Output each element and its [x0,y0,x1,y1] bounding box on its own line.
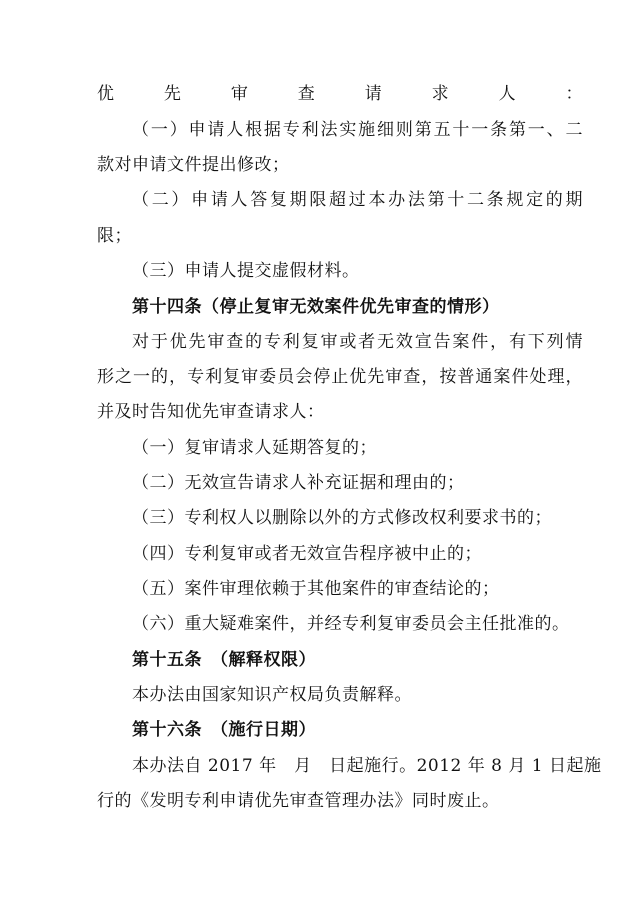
text-line-9: 形之一的，专利复审委员会停止优先审查，按普通案件处理， [97,367,583,387]
list-item-8: （五）案件审理依赖于其他案件的审查结论的； [132,579,500,599]
article-15-heading: 第十五条 （解释权限） [132,650,316,670]
list-item-3: （三）申请人提交虚假材料。 [132,261,360,281]
text-line-10: 并及时告知优先审查请求人： [97,402,325,422]
text-line-1: 优先审查请求人： [97,84,583,104]
article-14-heading: 第十四条（停止复审无效案件优先审查的情形） [132,297,500,317]
article-16-heading: 第十六条 （施行日期） [132,720,316,740]
list-item-5: （二）无效宣告请求人补充证据和理由的； [132,473,465,493]
text-line-8: 对于优先审查的专利复审或者无效宣告案件，有下列情 [132,332,583,352]
text-line-20: 本办法自 2017 年 月 日起施行。2012 年 8 月 1 日起施 [132,756,602,776]
list-item-6: （三）专利权人以删除以外的方式修改权利要求书的； [132,508,552,528]
text-line-5: 限； [97,226,132,246]
list-item-4: （一）复审请求人延期答复的； [132,438,377,458]
text-line-21: 行的《发明专利申请优先审查管理办法》同时废止。 [97,791,500,811]
list-item-9: （六）重大疑难案件，并经专利复审委员会主任批准的。 [132,614,570,634]
list-item-7: （四）专利复审或者无效宣告程序被中止的； [132,544,482,564]
list-item-1: （一）申请人根据专利法实施细则第五十一条第一、二 [132,120,583,140]
list-item-2: （二）申请人答复期限超过本办法第十二条规定的期 [132,190,583,210]
text-line-18: 本办法由国家知识产权局负责解释。 [132,685,412,705]
text-line-3: 款对申请文件提出修改； [97,155,290,175]
